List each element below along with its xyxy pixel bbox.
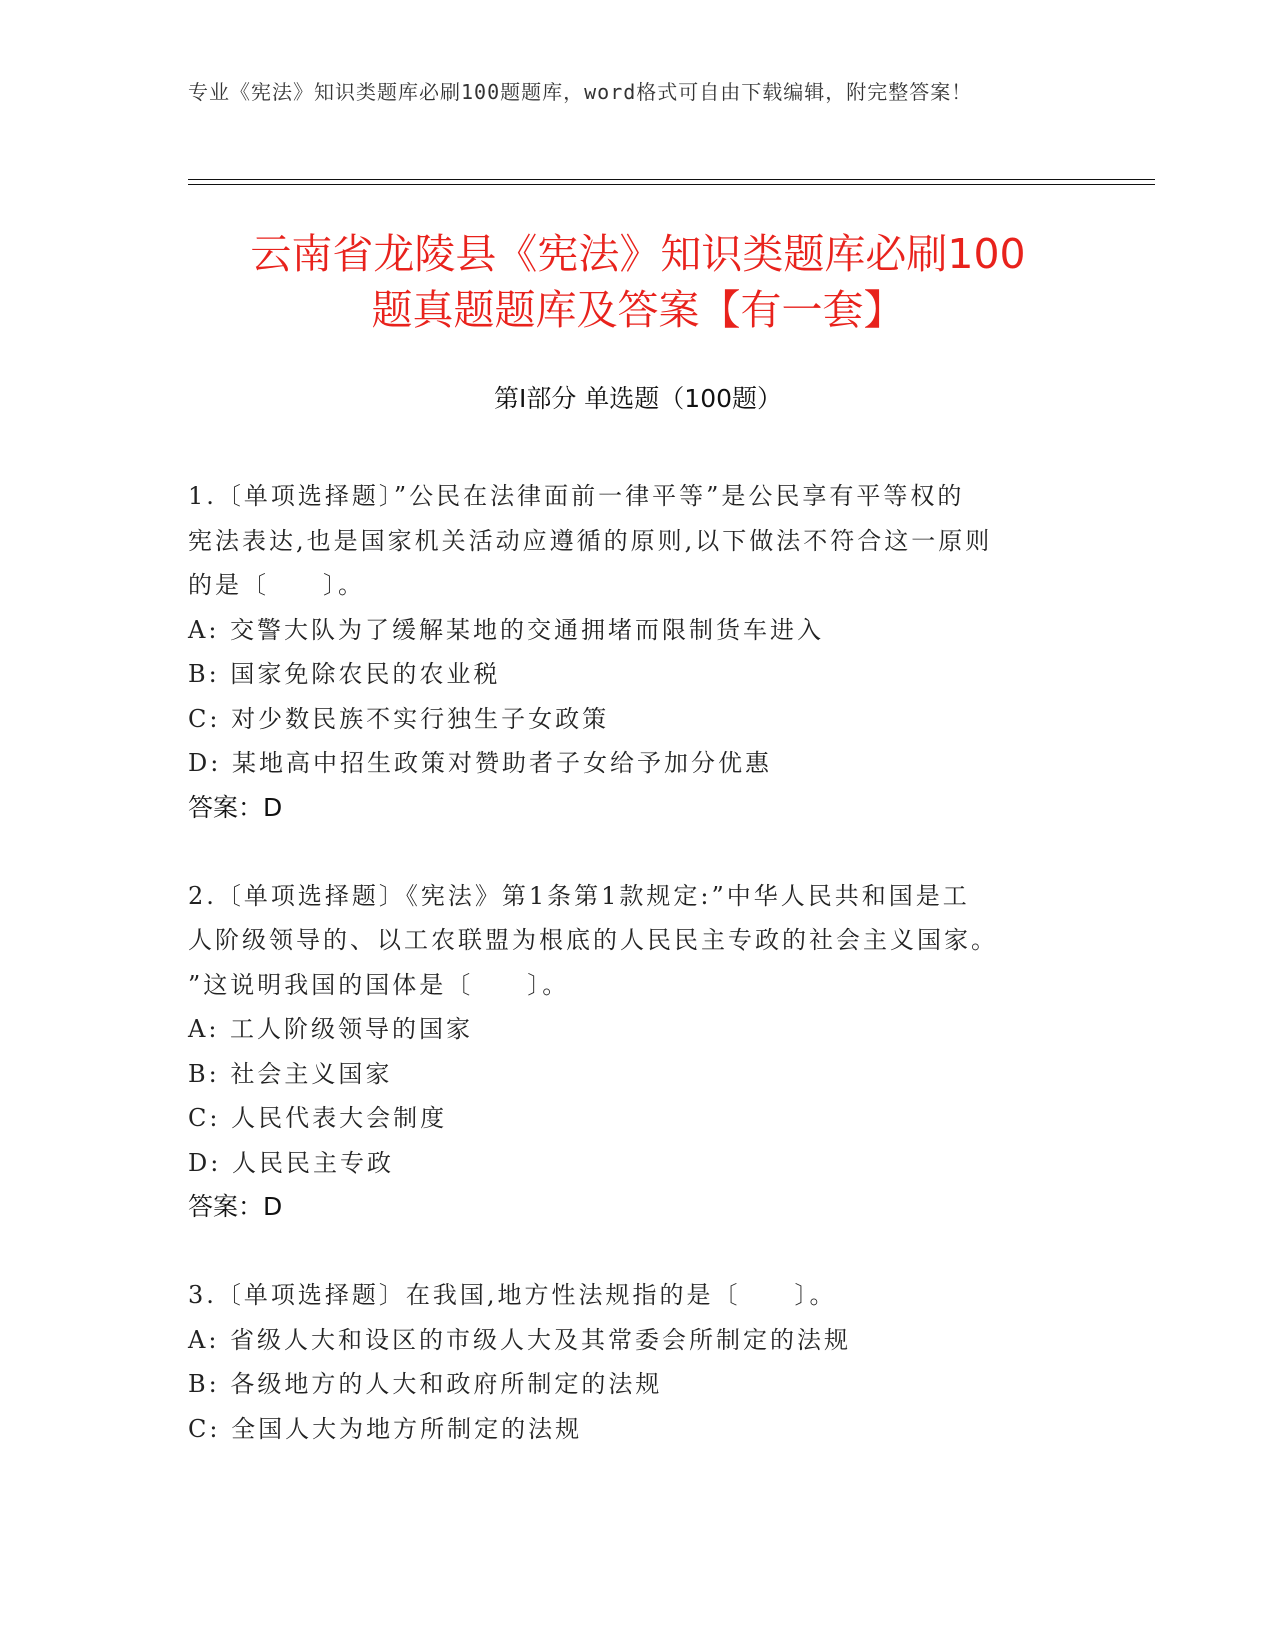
header-note: 专业《宪法》知识类题库必刷100题题库，word格式可自由下载编辑，附完整答案！ bbox=[188, 80, 973, 104]
question-2 bbox=[188, 874, 1078, 1230]
option-a: A: 交警大队为了缓解某地的交通拥堵而限制货车进入 bbox=[188, 615, 825, 644]
section-heading: 第Ⅰ部分 单选题（100题） bbox=[493, 384, 783, 413]
question-stem-line: 1.〔单项选择题〕”公民在法律面前一律平等”是公民享有平等权的 bbox=[188, 482, 965, 510]
document-title bbox=[188, 226, 1088, 338]
question-stem-line: 宪法表达,也是国家机关活动应遵循的原则,以下做法不符合这一原则 bbox=[188, 526, 993, 555]
option-c: C: 全国人大为地方所制定的法规 bbox=[188, 1414, 583, 1443]
question-stem-line: 的是〔 〕。 bbox=[188, 571, 365, 599]
answer-line: 答案：D bbox=[188, 1192, 283, 1221]
option-a: A: 工人阶级领导的国家 bbox=[188, 1015, 474, 1043]
option-a: A: 省级人大和设区的市级人大及其常委会所制定的法规 bbox=[188, 1325, 852, 1354]
option-d: D: 某地高中招生政策对赞助者子女给予加分优惠 bbox=[188, 749, 772, 777]
option-d: D: 人民民主专政 bbox=[188, 1148, 394, 1177]
header-divider-top bbox=[188, 179, 1155, 180]
question-stem-line: 人阶级领导的、以工农联盟为根底的人民民主专政的社会主义国家。 bbox=[188, 926, 998, 954]
question-1 bbox=[188, 474, 1078, 830]
question-stem-line: ”这说明我国的国体是〔 〕。 bbox=[188, 970, 570, 999]
option-c: C: 人民代表大会制度 bbox=[188, 1104, 448, 1132]
header-divider-bottom bbox=[188, 184, 1155, 185]
option-b: B: 各级地方的人大和政府所制定的法规 bbox=[188, 1370, 663, 1398]
question-3 bbox=[188, 1273, 1078, 1451]
question-list bbox=[188, 474, 1078, 1495]
question-stem-line: 2.〔单项选择题〕《宪法》第1条第1款规定:”中华人民共和国是工 bbox=[188, 881, 970, 910]
option-b: B: 社会主义国家 bbox=[188, 1059, 393, 1088]
answer-line: 答案：D bbox=[188, 792, 283, 822]
question-stem-line: 3.〔单项选择题〕在我国,地方性法规指的是〔 〕。 bbox=[188, 1281, 837, 1309]
option-c: C: 对少数民族不实行独生子女政策 bbox=[188, 704, 610, 733]
option-b: B: 国家免除农民的农业税 bbox=[188, 660, 501, 688]
document-title-line-2: 题真题题库及答案【有一套】 bbox=[371, 286, 905, 334]
document-title-line-1: 云南省龙陵县《宪法》知识类题库必刷100 bbox=[250, 230, 1026, 278]
